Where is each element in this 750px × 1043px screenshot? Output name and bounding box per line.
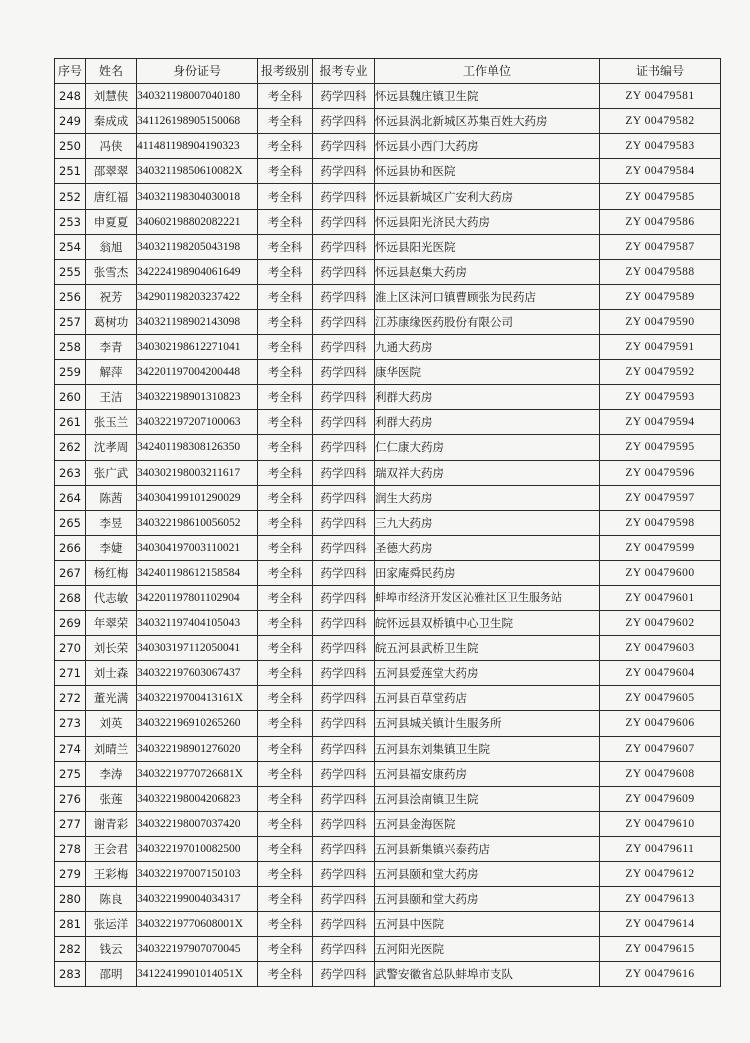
table-row — [55, 284, 721, 309]
certificate-roster-table — [54, 58, 721, 987]
table-row — [55, 887, 721, 912]
table-row — [55, 209, 721, 234]
cell-serial-number: 268 — [55, 585, 86, 610]
cell-work-unit: 五河县新集镇兴泰药店 — [375, 836, 600, 861]
cell-work-unit: 九通大药房 — [375, 335, 600, 360]
cell-certificate-number: ZY 00479593 — [600, 385, 721, 410]
cell-certificate-number: ZY 00479601 — [600, 585, 721, 610]
cell-certificate-number: ZY 00479588 — [600, 259, 721, 284]
cell-name: 刘英 — [86, 711, 137, 736]
cell-certificate-number: ZY 00479615 — [600, 937, 721, 962]
cell-work-unit: 五河县中医院 — [375, 912, 600, 937]
cell-exam-major: 药学四科 — [313, 887, 375, 912]
cell-id-number: 340322198610056052 — [137, 510, 258, 535]
cell-work-unit: 皖怀远县双桥镇中心卫生院 — [375, 611, 600, 636]
cell-certificate-number: ZY 00479590 — [600, 309, 721, 334]
cell-name: 李青 — [86, 335, 137, 360]
cell-serial-number: 262 — [55, 435, 86, 460]
cell-name: 年翠荣 — [86, 611, 137, 636]
cell-exam-major: 药学四科 — [313, 159, 375, 184]
cell-exam-level: 考全科 — [258, 435, 313, 460]
cell-work-unit: 五河县颐和堂大药房 — [375, 887, 600, 912]
cell-exam-level: 考全科 — [258, 234, 313, 259]
cell-id-number: 340302198612271041 — [137, 335, 258, 360]
cell-name: 李涛 — [86, 761, 137, 786]
table-row — [55, 736, 721, 761]
cell-exam-level: 考全科 — [258, 134, 313, 159]
cell-exam-major: 药学四科 — [313, 109, 375, 134]
cell-exam-major: 药学四科 — [313, 862, 375, 887]
cell-work-unit: 五河县福安康药房 — [375, 761, 600, 786]
cell-name: 张莲 — [86, 786, 137, 811]
cell-certificate-number: ZY 00479610 — [600, 811, 721, 836]
cell-certificate-number: ZY 00479602 — [600, 611, 721, 636]
table-header-row — [55, 59, 721, 84]
table-row — [55, 535, 721, 560]
table-row — [55, 109, 721, 134]
cell-name: 杨红梅 — [86, 560, 137, 585]
cell-exam-level: 考全科 — [258, 786, 313, 811]
cell-certificate-number: ZY 00479605 — [600, 686, 721, 711]
cell-id-number: 340321197404105043 — [137, 611, 258, 636]
cell-id-number: 34032219770726681X — [137, 761, 258, 786]
table-row — [55, 862, 721, 887]
cell-name: 翁旭 — [86, 234, 137, 259]
cell-exam-level: 考全科 — [258, 887, 313, 912]
cell-work-unit: 江苏康缘医药股份有限公司 — [375, 309, 600, 334]
table-row — [55, 485, 721, 510]
cell-certificate-number: ZY 00479607 — [600, 736, 721, 761]
cell-exam-major: 药学四科 — [313, 410, 375, 435]
header-name: 姓名 — [86, 59, 137, 84]
cell-exam-level: 考全科 — [258, 410, 313, 435]
cell-serial-number: 259 — [55, 360, 86, 385]
cell-exam-major: 药学四科 — [313, 259, 375, 284]
cell-id-number: 340321198902143098 — [137, 309, 258, 334]
cell-work-unit: 武警安徽省总队蚌埠市支队 — [375, 962, 600, 987]
table-row — [55, 460, 721, 485]
cell-exam-major: 药学四科 — [313, 786, 375, 811]
cell-exam-major: 药学四科 — [313, 811, 375, 836]
cell-work-unit: 五河县东刘集镇卫生院 — [375, 736, 600, 761]
cell-certificate-number: ZY 00479600 — [600, 560, 721, 585]
cell-exam-major: 药学四科 — [313, 84, 375, 109]
cell-id-number: 340304197003110021 — [137, 535, 258, 560]
cell-name: 刘士森 — [86, 661, 137, 686]
cell-serial-number: 273 — [55, 711, 86, 736]
cell-exam-level: 考全科 — [258, 636, 313, 661]
cell-work-unit: 瑞双祥大药房 — [375, 460, 600, 485]
cell-certificate-number: ZY 00479598 — [600, 510, 721, 535]
cell-exam-major: 药学四科 — [313, 234, 375, 259]
cell-exam-major: 药学四科 — [313, 460, 375, 485]
table-row — [55, 510, 721, 535]
cell-serial-number: 280 — [55, 887, 86, 912]
cell-exam-level: 考全科 — [258, 460, 313, 485]
cell-serial-number: 270 — [55, 636, 86, 661]
cell-exam-major: 药学四科 — [313, 761, 375, 786]
cell-certificate-number: ZY 00479597 — [600, 485, 721, 510]
cell-work-unit: 五河县颐和堂大药房 — [375, 862, 600, 887]
cell-exam-level: 考全科 — [258, 335, 313, 360]
cell-id-number: 340602198802082221 — [137, 209, 258, 234]
cell-name: 王洁 — [86, 385, 137, 410]
cell-id-number: 340321198205043198 — [137, 234, 258, 259]
cell-serial-number: 257 — [55, 309, 86, 334]
cell-certificate-number: ZY 00479606 — [600, 711, 721, 736]
cell-work-unit: 怀远县小西门大药房 — [375, 134, 600, 159]
cell-work-unit: 怀远县阳光济民大药房 — [375, 209, 600, 234]
cell-serial-number: 282 — [55, 937, 86, 962]
table-row — [55, 184, 721, 209]
cell-name: 钱云 — [86, 937, 137, 962]
cell-exam-level: 考全科 — [258, 109, 313, 134]
cell-name: 陈茜 — [86, 485, 137, 510]
cell-work-unit: 怀远县赵集大药房 — [375, 259, 600, 284]
cell-serial-number: 253 — [55, 209, 86, 234]
cell-certificate-number: ZY 00479604 — [600, 661, 721, 686]
cell-name: 刘晴兰 — [86, 736, 137, 761]
table-row — [55, 84, 721, 109]
cell-exam-level: 考全科 — [258, 912, 313, 937]
cell-exam-level: 考全科 — [258, 309, 313, 334]
cell-exam-level: 考全科 — [258, 611, 313, 636]
cell-name: 王彩梅 — [86, 862, 137, 887]
cell-work-unit: 圣德大药房 — [375, 535, 600, 560]
cell-exam-level: 考全科 — [258, 284, 313, 309]
cell-exam-level: 考全科 — [258, 159, 313, 184]
cell-name: 代志敏 — [86, 585, 137, 610]
cell-work-unit: 怀远县涡北新城区苏集百姓大药房 — [375, 109, 600, 134]
cell-exam-major: 药学四科 — [313, 309, 375, 334]
cell-id-number: 411481198904190323 — [137, 134, 258, 159]
cell-id-number: 340304199101290029 — [137, 485, 258, 510]
cell-work-unit: 田家庵舜民药房 — [375, 560, 600, 585]
cell-exam-major: 药学四科 — [313, 686, 375, 711]
cell-exam-level: 考全科 — [258, 209, 313, 234]
cell-id-number: 340322197207100063 — [137, 410, 258, 435]
cell-certificate-number: ZY 00479589 — [600, 284, 721, 309]
table-row — [55, 711, 721, 736]
cell-exam-level: 考全科 — [258, 535, 313, 560]
table-row — [55, 585, 721, 610]
cell-work-unit: 利群大药房 — [375, 410, 600, 435]
cell-name: 邵明 — [86, 962, 137, 987]
cell-id-number: 342901198203237422 — [137, 284, 258, 309]
cell-exam-level: 考全科 — [258, 862, 313, 887]
cell-serial-number: 250 — [55, 134, 86, 159]
cell-work-unit: 怀远县新城区广安利大药房 — [375, 184, 600, 209]
cell-name: 秦成成 — [86, 109, 137, 134]
cell-work-unit: 三九大药房 — [375, 510, 600, 535]
cell-name: 张运洋 — [86, 912, 137, 937]
table-row — [55, 686, 721, 711]
cell-serial-number: 260 — [55, 385, 86, 410]
header-certificate-number: 证书编号 — [600, 59, 721, 84]
cell-name: 沈孝周 — [86, 435, 137, 460]
cell-serial-number: 265 — [55, 510, 86, 535]
table-row — [55, 912, 721, 937]
cell-id-number: 340321198304030018 — [137, 184, 258, 209]
cell-exam-level: 考全科 — [258, 686, 313, 711]
table-row — [55, 636, 721, 661]
cell-work-unit: 康华医院 — [375, 360, 600, 385]
table-row — [55, 259, 721, 284]
cell-exam-major: 药学四科 — [313, 711, 375, 736]
cell-certificate-number: ZY 00479609 — [600, 786, 721, 811]
cell-exam-major: 药学四科 — [313, 184, 375, 209]
cell-id-number: 342401198612158584 — [137, 560, 258, 585]
cell-exam-major: 药学四科 — [313, 836, 375, 861]
cell-certificate-number: ZY 00479613 — [600, 887, 721, 912]
cell-exam-level: 考全科 — [258, 485, 313, 510]
cell-work-unit: 五河县浍南镇卫生院 — [375, 786, 600, 811]
table-row — [55, 309, 721, 334]
cell-work-unit: 五河县百草堂药店 — [375, 686, 600, 711]
cell-name: 王会君 — [86, 836, 137, 861]
cell-id-number: 340321198007040180 — [137, 84, 258, 109]
cell-serial-number: 276 — [55, 786, 86, 811]
cell-certificate-number: ZY 00479608 — [600, 761, 721, 786]
cell-exam-major: 药学四科 — [313, 510, 375, 535]
cell-work-unit: 五河县城关镇计生服务所 — [375, 711, 600, 736]
cell-serial-number: 248 — [55, 84, 86, 109]
cell-exam-major: 药学四科 — [313, 435, 375, 460]
table-row — [55, 786, 721, 811]
cell-serial-number: 277 — [55, 811, 86, 836]
cell-serial-number: 271 — [55, 661, 86, 686]
cell-id-number: 342201197004200448 — [137, 360, 258, 385]
cell-exam-major: 药学四科 — [313, 385, 375, 410]
cell-work-unit: 润生大药房 — [375, 485, 600, 510]
header-work-unit: 工作单位 — [375, 59, 600, 84]
cell-id-number: 340322196910265260 — [137, 711, 258, 736]
cell-certificate-number: ZY 00479616 — [600, 962, 721, 987]
cell-name: 刘慧侠 — [86, 84, 137, 109]
cell-id-number: 34122419901014051X — [137, 962, 258, 987]
cell-certificate-number: ZY 00479584 — [600, 159, 721, 184]
cell-serial-number: 255 — [55, 259, 86, 284]
cell-work-unit: 怀远县魏庄镇卫生院 — [375, 84, 600, 109]
cell-name: 申夏夏 — [86, 209, 137, 234]
cell-name: 冯侠 — [86, 134, 137, 159]
cell-name: 陈良 — [86, 887, 137, 912]
cell-exam-level: 考全科 — [258, 385, 313, 410]
cell-certificate-number: ZY 00479592 — [600, 360, 721, 385]
cell-exam-level: 考全科 — [258, 811, 313, 836]
cell-exam-level: 考全科 — [258, 761, 313, 786]
cell-serial-number: 266 — [55, 535, 86, 560]
header-id-number: 身份证号 — [137, 59, 258, 84]
cell-exam-major: 药学四科 — [313, 335, 375, 360]
cell-id-number: 340322198007037420 — [137, 811, 258, 836]
cell-serial-number: 278 — [55, 836, 86, 861]
cell-exam-major: 药学四科 — [313, 209, 375, 234]
cell-serial-number: 261 — [55, 410, 86, 435]
cell-serial-number: 258 — [55, 335, 86, 360]
cell-exam-level: 考全科 — [258, 184, 313, 209]
cell-certificate-number: ZY 00479599 — [600, 535, 721, 560]
cell-work-unit: 怀远县阳光医院 — [375, 234, 600, 259]
cell-serial-number: 256 — [55, 284, 86, 309]
cell-id-number: 342224198904061649 — [137, 259, 258, 284]
cell-certificate-number: ZY 00479586 — [600, 209, 721, 234]
cell-exam-major: 药学四科 — [313, 611, 375, 636]
cell-exam-major: 药学四科 — [313, 535, 375, 560]
cell-serial-number: 269 — [55, 611, 86, 636]
cell-exam-major: 药学四科 — [313, 560, 375, 585]
cell-name: 张广武 — [86, 460, 137, 485]
cell-exam-level: 考全科 — [258, 560, 313, 585]
cell-exam-major: 药学四科 — [313, 912, 375, 937]
cell-name: 刘长荣 — [86, 636, 137, 661]
cell-exam-major: 药学四科 — [313, 134, 375, 159]
cell-exam-level: 考全科 — [258, 937, 313, 962]
table-row — [55, 661, 721, 686]
table-row — [55, 335, 721, 360]
cell-certificate-number: ZY 00479603 — [600, 636, 721, 661]
cell-certificate-number: ZY 00479587 — [600, 234, 721, 259]
cell-id-number: 342401198308126350 — [137, 435, 258, 460]
cell-serial-number: 263 — [55, 460, 86, 485]
cell-id-number: 34032219700413161X — [137, 686, 258, 711]
table-row — [55, 836, 721, 861]
cell-certificate-number: ZY 00479611 — [600, 836, 721, 861]
cell-id-number: 340322197603067437 — [137, 661, 258, 686]
cell-work-unit: 利群大药房 — [375, 385, 600, 410]
cell-id-number: 34032119850610082X — [137, 159, 258, 184]
cell-certificate-number: ZY 00479582 — [600, 109, 721, 134]
cell-id-number: 340322198901276020 — [137, 736, 258, 761]
table-row — [55, 937, 721, 962]
cell-id-number: 340303197112050041 — [137, 636, 258, 661]
cell-serial-number: 281 — [55, 912, 86, 937]
cell-exam-major: 药学四科 — [313, 661, 375, 686]
cell-work-unit: 仁仁康大药房 — [375, 435, 600, 460]
cell-serial-number: 267 — [55, 560, 86, 585]
cell-name: 谢青彩 — [86, 811, 137, 836]
cell-exam-level: 考全科 — [258, 736, 313, 761]
cell-work-unit: 淮上区沫河口镇曹顾张为民药店 — [375, 284, 600, 309]
cell-serial-number: 279 — [55, 862, 86, 887]
cell-id-number: 340322199004034317 — [137, 887, 258, 912]
cell-certificate-number: ZY 00479595 — [600, 435, 721, 460]
cell-exam-major: 药学四科 — [313, 636, 375, 661]
cell-exam-level: 考全科 — [258, 510, 313, 535]
cell-serial-number: 272 — [55, 686, 86, 711]
table-row — [55, 410, 721, 435]
cell-name: 邵翠翠 — [86, 159, 137, 184]
cell-exam-level: 考全科 — [258, 962, 313, 987]
cell-serial-number: 274 — [55, 736, 86, 761]
cell-exam-major: 药学四科 — [313, 360, 375, 385]
table-row — [55, 611, 721, 636]
cell-exam-level: 考全科 — [258, 711, 313, 736]
cell-id-number: 340322197007150103 — [137, 862, 258, 887]
cell-name: 张雪杰 — [86, 259, 137, 284]
cell-id-number: 341126198905150068 — [137, 109, 258, 134]
cell-id-number: 340322198901310823 — [137, 385, 258, 410]
header-exam-level: 报考级别 — [258, 59, 313, 84]
cell-certificate-number: ZY 00479614 — [600, 912, 721, 937]
cell-serial-number: 249 — [55, 109, 86, 134]
cell-name: 唐红福 — [86, 184, 137, 209]
cell-exam-level: 考全科 — [258, 360, 313, 385]
cell-certificate-number: ZY 00479594 — [600, 410, 721, 435]
cell-exam-level: 考全科 — [258, 259, 313, 284]
cell-name: 解萍 — [86, 360, 137, 385]
cell-exam-level: 考全科 — [258, 84, 313, 109]
cell-exam-major: 药学四科 — [313, 736, 375, 761]
cell-id-number: 342201197801102904 — [137, 585, 258, 610]
cell-exam-major: 药学四科 — [313, 585, 375, 610]
cell-work-unit: 蚌埠市经济开发区沁雅社区卫生服务站 — [375, 585, 600, 610]
cell-work-unit: 怀远县协和医院 — [375, 159, 600, 184]
cell-id-number: 340322197010082500 — [137, 836, 258, 861]
cell-name: 祝芳 — [86, 284, 137, 309]
cell-serial-number: 275 — [55, 761, 86, 786]
cell-id-number: 34032219770608001X — [137, 912, 258, 937]
table-row — [55, 234, 721, 259]
cell-name: 李昱 — [86, 510, 137, 535]
table-body — [55, 84, 721, 987]
cell-exam-level: 考全科 — [258, 661, 313, 686]
cell-id-number: 340322197907070045 — [137, 937, 258, 962]
cell-work-unit: 皖五河县武桥卫生院 — [375, 636, 600, 661]
header-exam-major: 报考专业 — [313, 59, 375, 84]
cell-serial-number: 254 — [55, 234, 86, 259]
cell-name: 葛树功 — [86, 309, 137, 334]
cell-serial-number: 251 — [55, 159, 86, 184]
cell-serial-number: 252 — [55, 184, 86, 209]
cell-exam-major: 药学四科 — [313, 962, 375, 987]
table-row — [55, 811, 721, 836]
cell-exam-major: 药学四科 — [313, 485, 375, 510]
table-row — [55, 761, 721, 786]
table-row — [55, 560, 721, 585]
table-row — [55, 385, 721, 410]
cell-serial-number: 283 — [55, 962, 86, 987]
cell-certificate-number: ZY 00479585 — [600, 184, 721, 209]
header-serial-number: 序号 — [55, 59, 86, 84]
cell-certificate-number: ZY 00479612 — [600, 862, 721, 887]
table-row — [55, 435, 721, 460]
cell-id-number: 340302198003211617 — [137, 460, 258, 485]
cell-name: 张玉兰 — [86, 410, 137, 435]
cell-work-unit: 五河县爱莲堂大药房 — [375, 661, 600, 686]
table-row — [55, 134, 721, 159]
table-row — [55, 360, 721, 385]
cell-id-number: 340322198004206823 — [137, 786, 258, 811]
cell-name: 董光满 — [86, 686, 137, 711]
cell-work-unit: 五河县金海医院 — [375, 811, 600, 836]
cell-certificate-number: ZY 00479583 — [600, 134, 721, 159]
cell-exam-level: 考全科 — [258, 836, 313, 861]
cell-exam-level: 考全科 — [258, 585, 313, 610]
table-row — [55, 962, 721, 987]
cell-certificate-number: ZY 00479581 — [600, 84, 721, 109]
cell-exam-major: 药学四科 — [313, 284, 375, 309]
cell-serial-number: 264 — [55, 485, 86, 510]
cell-certificate-number: ZY 00479591 — [600, 335, 721, 360]
cell-name: 李婕 — [86, 535, 137, 560]
cell-work-unit: 五河阳光医院 — [375, 937, 600, 962]
table-row — [55, 159, 721, 184]
cell-certificate-number: ZY 00479596 — [600, 460, 721, 485]
cell-exam-major: 药学四科 — [313, 937, 375, 962]
